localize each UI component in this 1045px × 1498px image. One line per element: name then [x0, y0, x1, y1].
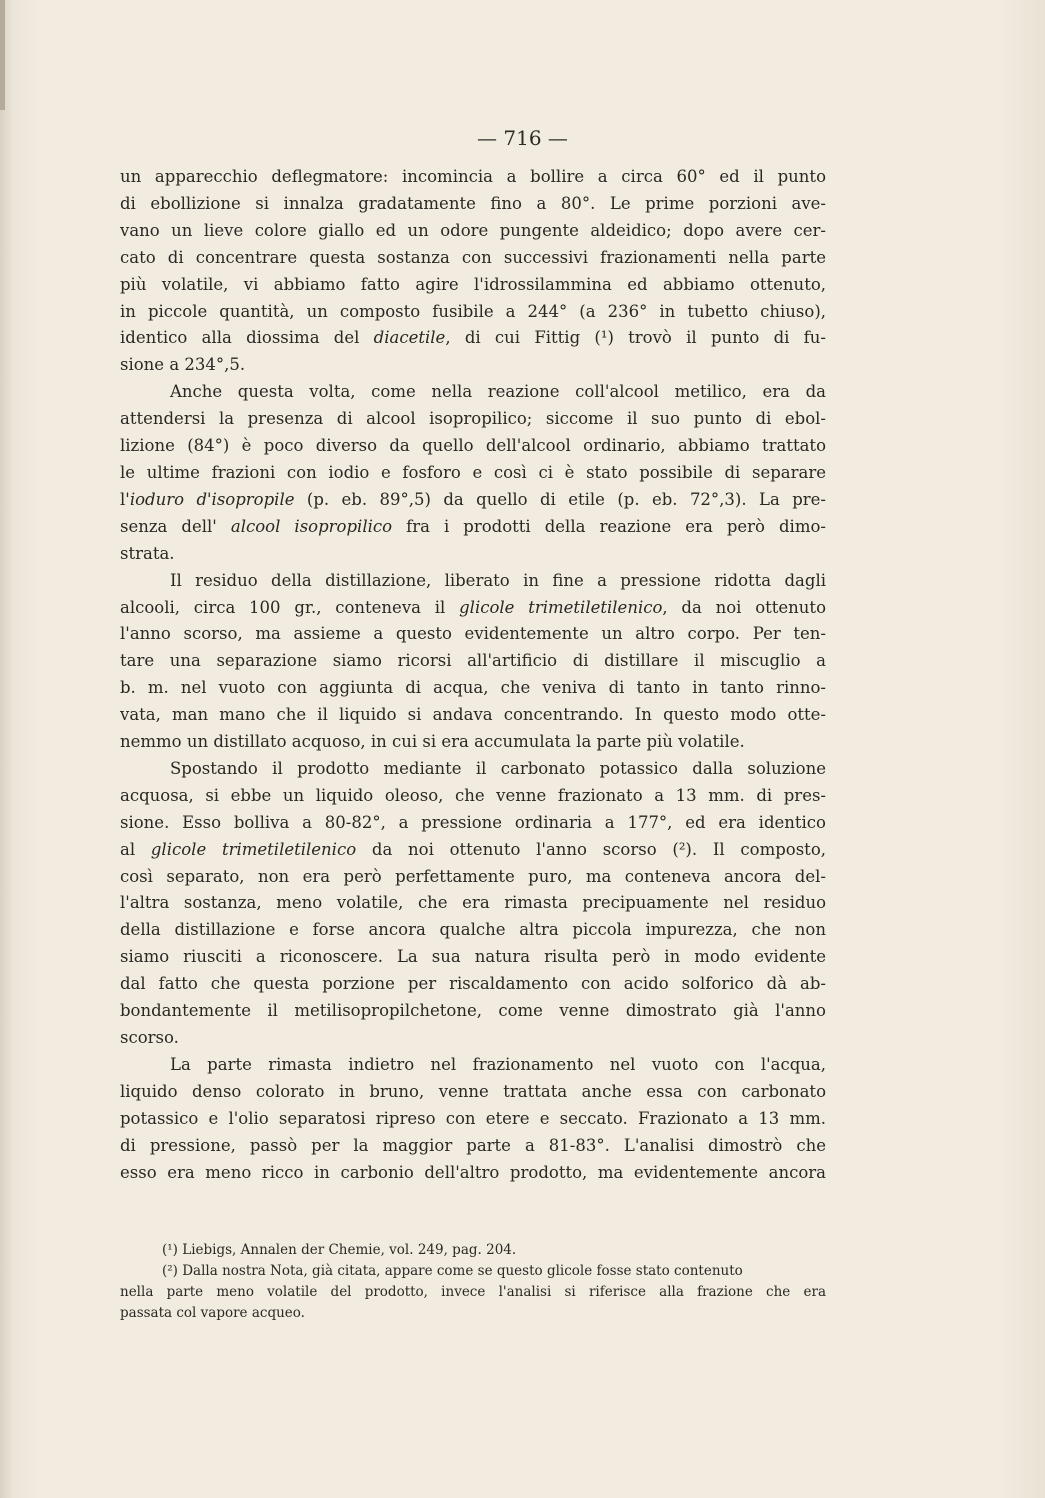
text-line: l'ioduro d'isopropile (p. eb. 89°,5) da quello di etile (p. eb. 72°,3). La pre- — [120, 489, 826, 509]
text-line: liquido denso colorato in bruno, venne trattata anche essa con carbonato — [120, 1081, 826, 1101]
italic-term: glicole trimetiletilenico — [150, 839, 357, 859]
text-line: cato di concentrare questa sostanza con successivi frazionamenti nella parte — [120, 247, 826, 267]
text-line: di pressione, passò per la maggior parte a 81-83°. L'analisi dimostrò che — [120, 1135, 826, 1155]
body-text — [120, 164, 826, 1186]
italic-term: alcool isopropilico — [230, 516, 393, 536]
text-line: l'altra sostanza, meno volatile, che era rimasta precipuamente nel residuo — [120, 893, 826, 913]
footnote-1: (¹) Liebigs, Annalen der Chemie, vol. 249, pag. 204. — [162, 1242, 517, 1258]
text-line: identico alla diossima del diacetile, di cui Fittig (¹) trovò il punto di fu- — [120, 328, 826, 348]
scan-edge-mark — [0, 0, 5, 110]
text-line: più volatile, vi abbiamo fatto agire l'idrossilammina ed abbiamo ottenuto, — [120, 274, 826, 294]
text-line: senza dell' alcool isopropilico fra i prodotti della reazione era però dimo- — [120, 516, 826, 536]
text-line: nemmo un distillato acquoso, in cui si era accumulata la parte più volatile. — [120, 732, 745, 752]
footnote-2: (²) Dalla nostra Nota, già citata, appare come se questo glicole fosse stato contenuto — [162, 1263, 743, 1279]
text-line: al glicole trimetiletilenico da noi ottenuto l'anno scorso (²). Il composto, — [120, 839, 826, 859]
paragraph-2 — [120, 379, 826, 567]
text-line: Anche questa volta, come nella reazione coll'alcool metilico, era da — [170, 382, 826, 402]
text-line: strata. — [120, 543, 175, 563]
italic-term: diacetile — [373, 328, 446, 348]
text-line: vata, man mano che il liquido si andava concentrando. In questo modo otte- — [120, 705, 826, 725]
text-line: sione. Esso bolliva a 80-82°, a pressione ordinaria a 177°, ed era identico — [120, 812, 826, 832]
paragraph-5 — [120, 1052, 826, 1187]
text-line: lizione (84°) è poco diverso da quello dell'alcool ordinario, abbiamo trattato — [120, 436, 826, 456]
text-line: alcooli, circa 100 gr., conteneva il glicole trimetiletilenico, da noi ottenuto — [120, 597, 826, 617]
text-line: bondantemente il metilisopropilchetone, come venne dimostrato già l'anno — [120, 1001, 826, 1021]
text-line: di ebollizione si innalza gradatamente fino a 80°. Le prime porzioni ave- — [120, 193, 826, 213]
text-line: così separato, non era però perfettamente puro, ma conteneva ancora del- — [120, 866, 826, 886]
text-line: in piccole quantità, un composto fusibile a 244° (a 236° in tubetto chiuso), — [120, 301, 826, 321]
text-line: le ultime frazioni con iodio e fosforo e così ci è stato possibile di separare — [120, 462, 826, 482]
text-line: vano un lieve colore giallo ed un odore pungente aldeidico; dopo avere cer- — [120, 220, 826, 240]
footnote-2-end: passata col vapore acqueo. — [120, 1305, 305, 1321]
text-line: Spostando il prodotto mediante il carbonato potassico dalla soluzione — [170, 758, 826, 778]
text-line: attendersi la presenza di alcool isopropilico; siccome il suo punto di ebol- — [120, 409, 826, 429]
text-line: scorso. — [120, 1028, 179, 1047]
text-line: tare una separazione siamo ricorsi all'artificio di distillare il miscuglio a — [120, 651, 826, 671]
text-line: della distillazione e forse ancora qualche altra piccola impurezza, che non — [120, 920, 826, 940]
text-line: La parte rimasta indietro nel frazionamento nel vuoto con l'acqua, — [170, 1054, 826, 1074]
text-line: acquosa, si ebbe un liquido oleoso, che venne frazionato a 13 mm. di pres- — [120, 785, 826, 805]
text-line: siamo riusciti a riconoscere. La sua natura risulta però in modo evidente — [120, 947, 826, 967]
footnotes — [120, 1240, 826, 1324]
paragraph-1 — [120, 164, 826, 379]
text-line: potassico e l'olio separatosi ripreso con etere e seccato. Frazionato a 13 mm. — [120, 1108, 826, 1128]
italic-term: ioduro d'isopropile — [129, 489, 295, 509]
text-line: b. m. nel vuoto con aggiunta di acqua, che veniva di tanto in tanto rinno- — [120, 678, 826, 698]
text-line: un apparecchio deflegmatore: incomincia a bollire a circa 60° ed il punto — [120, 167, 826, 186]
page-number: — 716 — — [477, 126, 568, 150]
footnote-2-continued: nella parte meno volatile del prodotto, invece l'analisi si riferisce alla frazione che era — [120, 1284, 826, 1300]
paragraph-4 — [120, 756, 826, 1052]
text-line: l'anno scorso, ma assieme a questo evidentemente un altro corpo. Per ten- — [120, 624, 826, 644]
text-line: dal fatto che questa porzione per riscaldamento con acido solforico dà ab- — [120, 974, 826, 994]
text-line: sione a 234°,5. — [120, 355, 246, 375]
text-line: Il residuo della distillazione, liberato in fine a pressione ridotta dagli — [170, 570, 826, 590]
italic-term: glicole trimetiletilenico — [459, 597, 663, 617]
paragraph-3 — [120, 568, 826, 756]
text-line: esso era meno ricco in carbonio dell'altro prodotto, ma evidentemente ancora — [120, 1162, 826, 1182]
